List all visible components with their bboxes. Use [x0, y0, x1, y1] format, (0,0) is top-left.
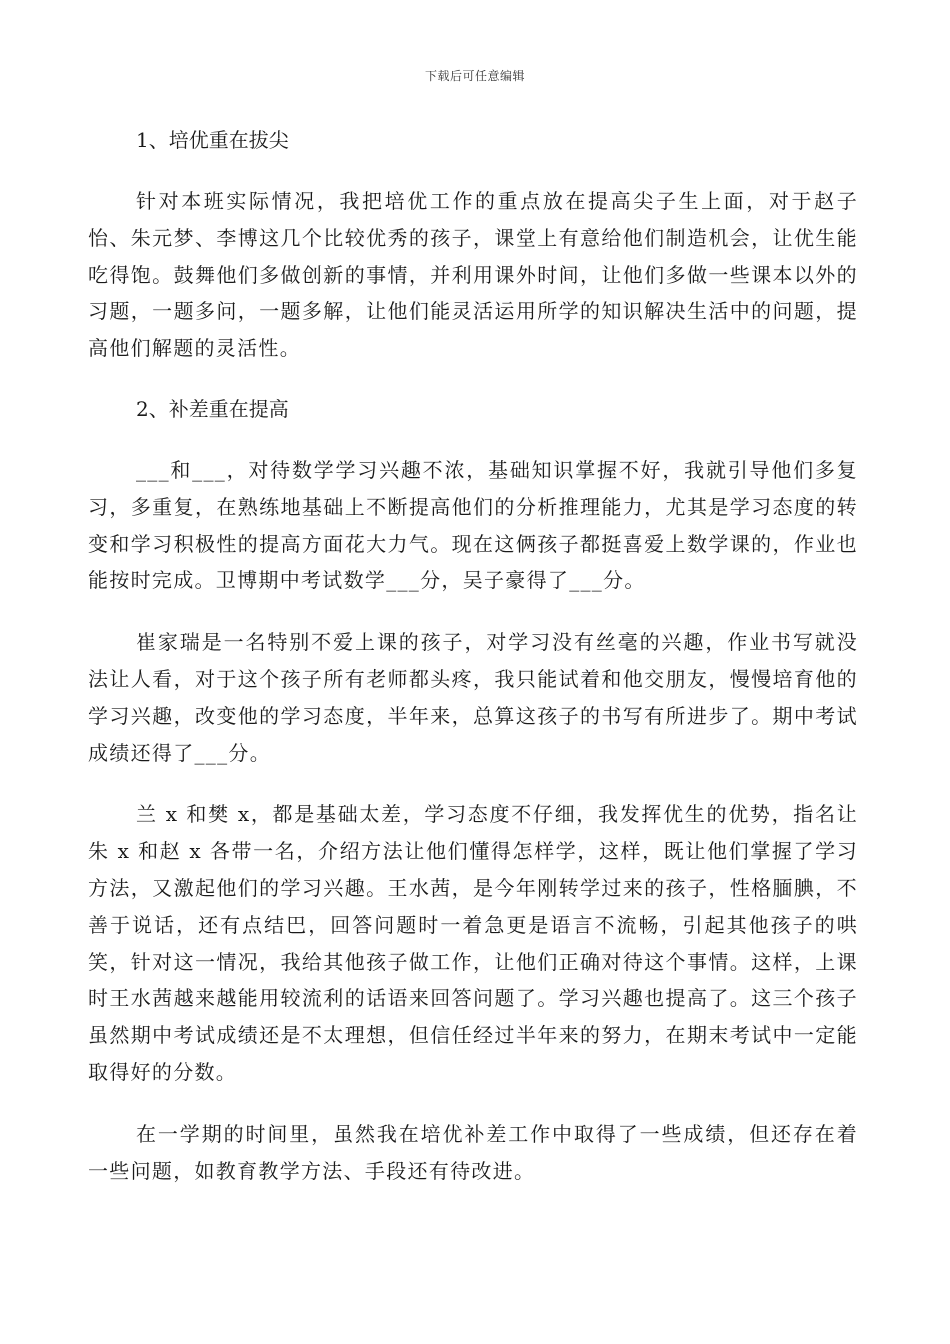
- section-heading-2: 2、补差重在提高: [136, 396, 289, 421]
- paragraph-1: 针对本班实际情况，我把培优工作的重点放在提高尖子生上面，对于赵子怡、朱元梦、李博这几个比较优秀的孩子，课堂上有意给他们制造机会，让优生能吃得饱。鼓舞他们多做创新的事情，并利用课外时间，让他们多做一些课本以外的习题，一题多问，一题多解，让他们能灵活运用所学的知识解决生活中的问题，提高他们解题的灵活性。: [88, 189, 858, 361]
- paragraph-4: 兰 x 和樊 x，都是基础太差，学习态度不仔细，我发挥优生的优势，指名让朱 x 和赵 x 各带一名，介绍方法让他们懂得怎样学，这样，既让他们掌握了学习方法，又激起他们的学习兴趣。王水茜，是今年刚转学过来的孩子，性格腼腆，不善于说话，还有点结巴，回答问题时一着急更是语言不流畅，引起其他孩子的哄笑，针对这一情况，我给其他孩子做工作，让他们正确对待这个事情。这样，上课时王水茜越来越能用较流利的话语来回答问题了。学习兴趣也提高了。这三个孩子虽然期中考试成绩还是不太理想，但信任经过半年来的努力，在期末考试中一定能取得好的分数。: [88, 802, 858, 1084]
- paragraph-3: 崔家瑞是一名特别不爱上课的孩子，对学习没有丝毫的兴趣，作业书写就没法让人看，对于这个孩子所有老师都头疼，我只能试着和他交朋友，慢慢培育他的学习兴趣，改变他的学习态度，半年来，总算这孩子的书写有所进步了。期中考试成绩还得了___分。: [88, 630, 858, 765]
- paragraph-5: 在一学期的时间里，虽然我在培优补差工作中取得了一些成绩，但还存在着一些问题，如教育教学方法、手段还有待改进。: [88, 1121, 858, 1183]
- section-heading-1: 1、培优重在拔尖: [136, 128, 289, 152]
- paragraph-2: ___和___，对待数学学习兴趣不浓，基础知识掌握不好，我就引导他们多复习，多重复，在熟练地基础上不断提高他们的分析推理能力，尤其是学习态度的转变和学习积极性的提高方面花大力气。现在这俩孩子都挺喜爱上数学课的，作业也能按时完成。卫博期中考试数学___分，吴子豪得了___分。: [88, 457, 858, 593]
- document-body: [88, 120, 858, 1189]
- page-header: 下载后可任意编辑: [424, 69, 525, 83]
